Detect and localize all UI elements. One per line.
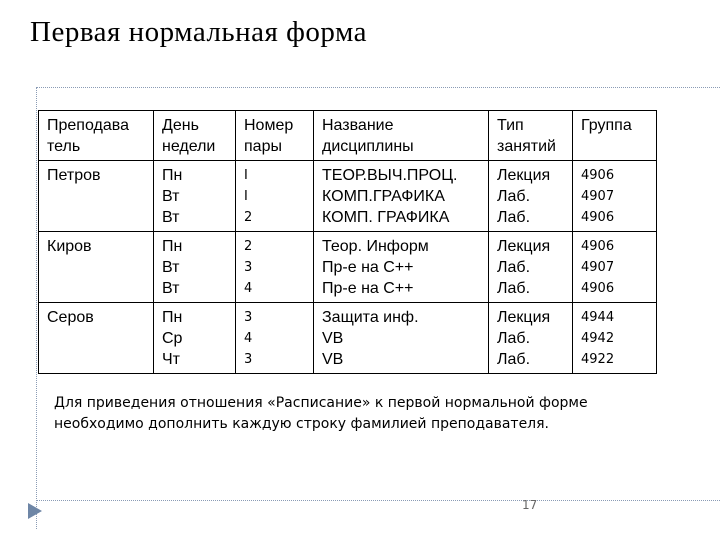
top-divider: [36, 87, 720, 88]
explanation-note: Для приведения отношения «Расписание» к первой нормальной форме необходимо дополнить каждую строку фамилией преподавателя.: [54, 395, 588, 432]
cell-period-number: 3 4 3: [236, 303, 314, 374]
cell-course-name: ТЕОР.ВЫЧ.ПРОЦ. КОМП.ГРАФИКА КОМП. ГРАФИКА: [314, 161, 489, 232]
cell-teacher: Петров: [39, 161, 154, 232]
header-group: Группа: [573, 111, 657, 161]
header-period-number: Номер пары: [236, 111, 314, 161]
slide-title: Первая нормальная форма: [30, 16, 367, 48]
cell-weekday: Пн Ср Чт: [154, 303, 236, 374]
schedule-table: [38, 110, 657, 374]
table-row: [39, 232, 657, 303]
triangle-bullet-icon: [25, 501, 45, 521]
cell-group: 4906 4907 4906: [573, 161, 657, 232]
cell-period-number: I I 2: [236, 161, 314, 232]
table-header-row: [39, 111, 657, 161]
cell-course-name: Теор. Информ Пр-е на С++ Пр-е на С++: [314, 232, 489, 303]
cell-course-name: Защита инф. VB VB: [314, 303, 489, 374]
cell-class-type: Лекция Лаб. Лаб.: [489, 232, 573, 303]
cell-weekday: Пн Вт Вт: [154, 232, 236, 303]
cell-teacher: Серов: [39, 303, 154, 374]
page-number: 17: [522, 498, 538, 512]
header-weekday: День недели: [154, 111, 236, 161]
header-teacher: Преподава тель: [39, 111, 154, 161]
bottom-divider: [36, 500, 720, 501]
header-class-type: Тип занятий: [489, 111, 573, 161]
cell-teacher: Киров: [39, 232, 154, 303]
table-row: [39, 303, 657, 374]
left-divider: [36, 87, 37, 529]
cell-class-type: Лекция Лаб. Лаб.: [489, 161, 573, 232]
cell-class-type: Лекция Лаб. Лаб.: [489, 303, 573, 374]
table-row: [39, 161, 657, 232]
cell-period-number: 2 3 4: [236, 232, 314, 303]
cell-group: 4906 4907 4906: [573, 232, 657, 303]
cell-weekday: Пн Вт Вт: [154, 161, 236, 232]
cell-group: 4944 4942 4922: [573, 303, 657, 374]
header-course-name: Название дисциплины: [314, 111, 489, 161]
